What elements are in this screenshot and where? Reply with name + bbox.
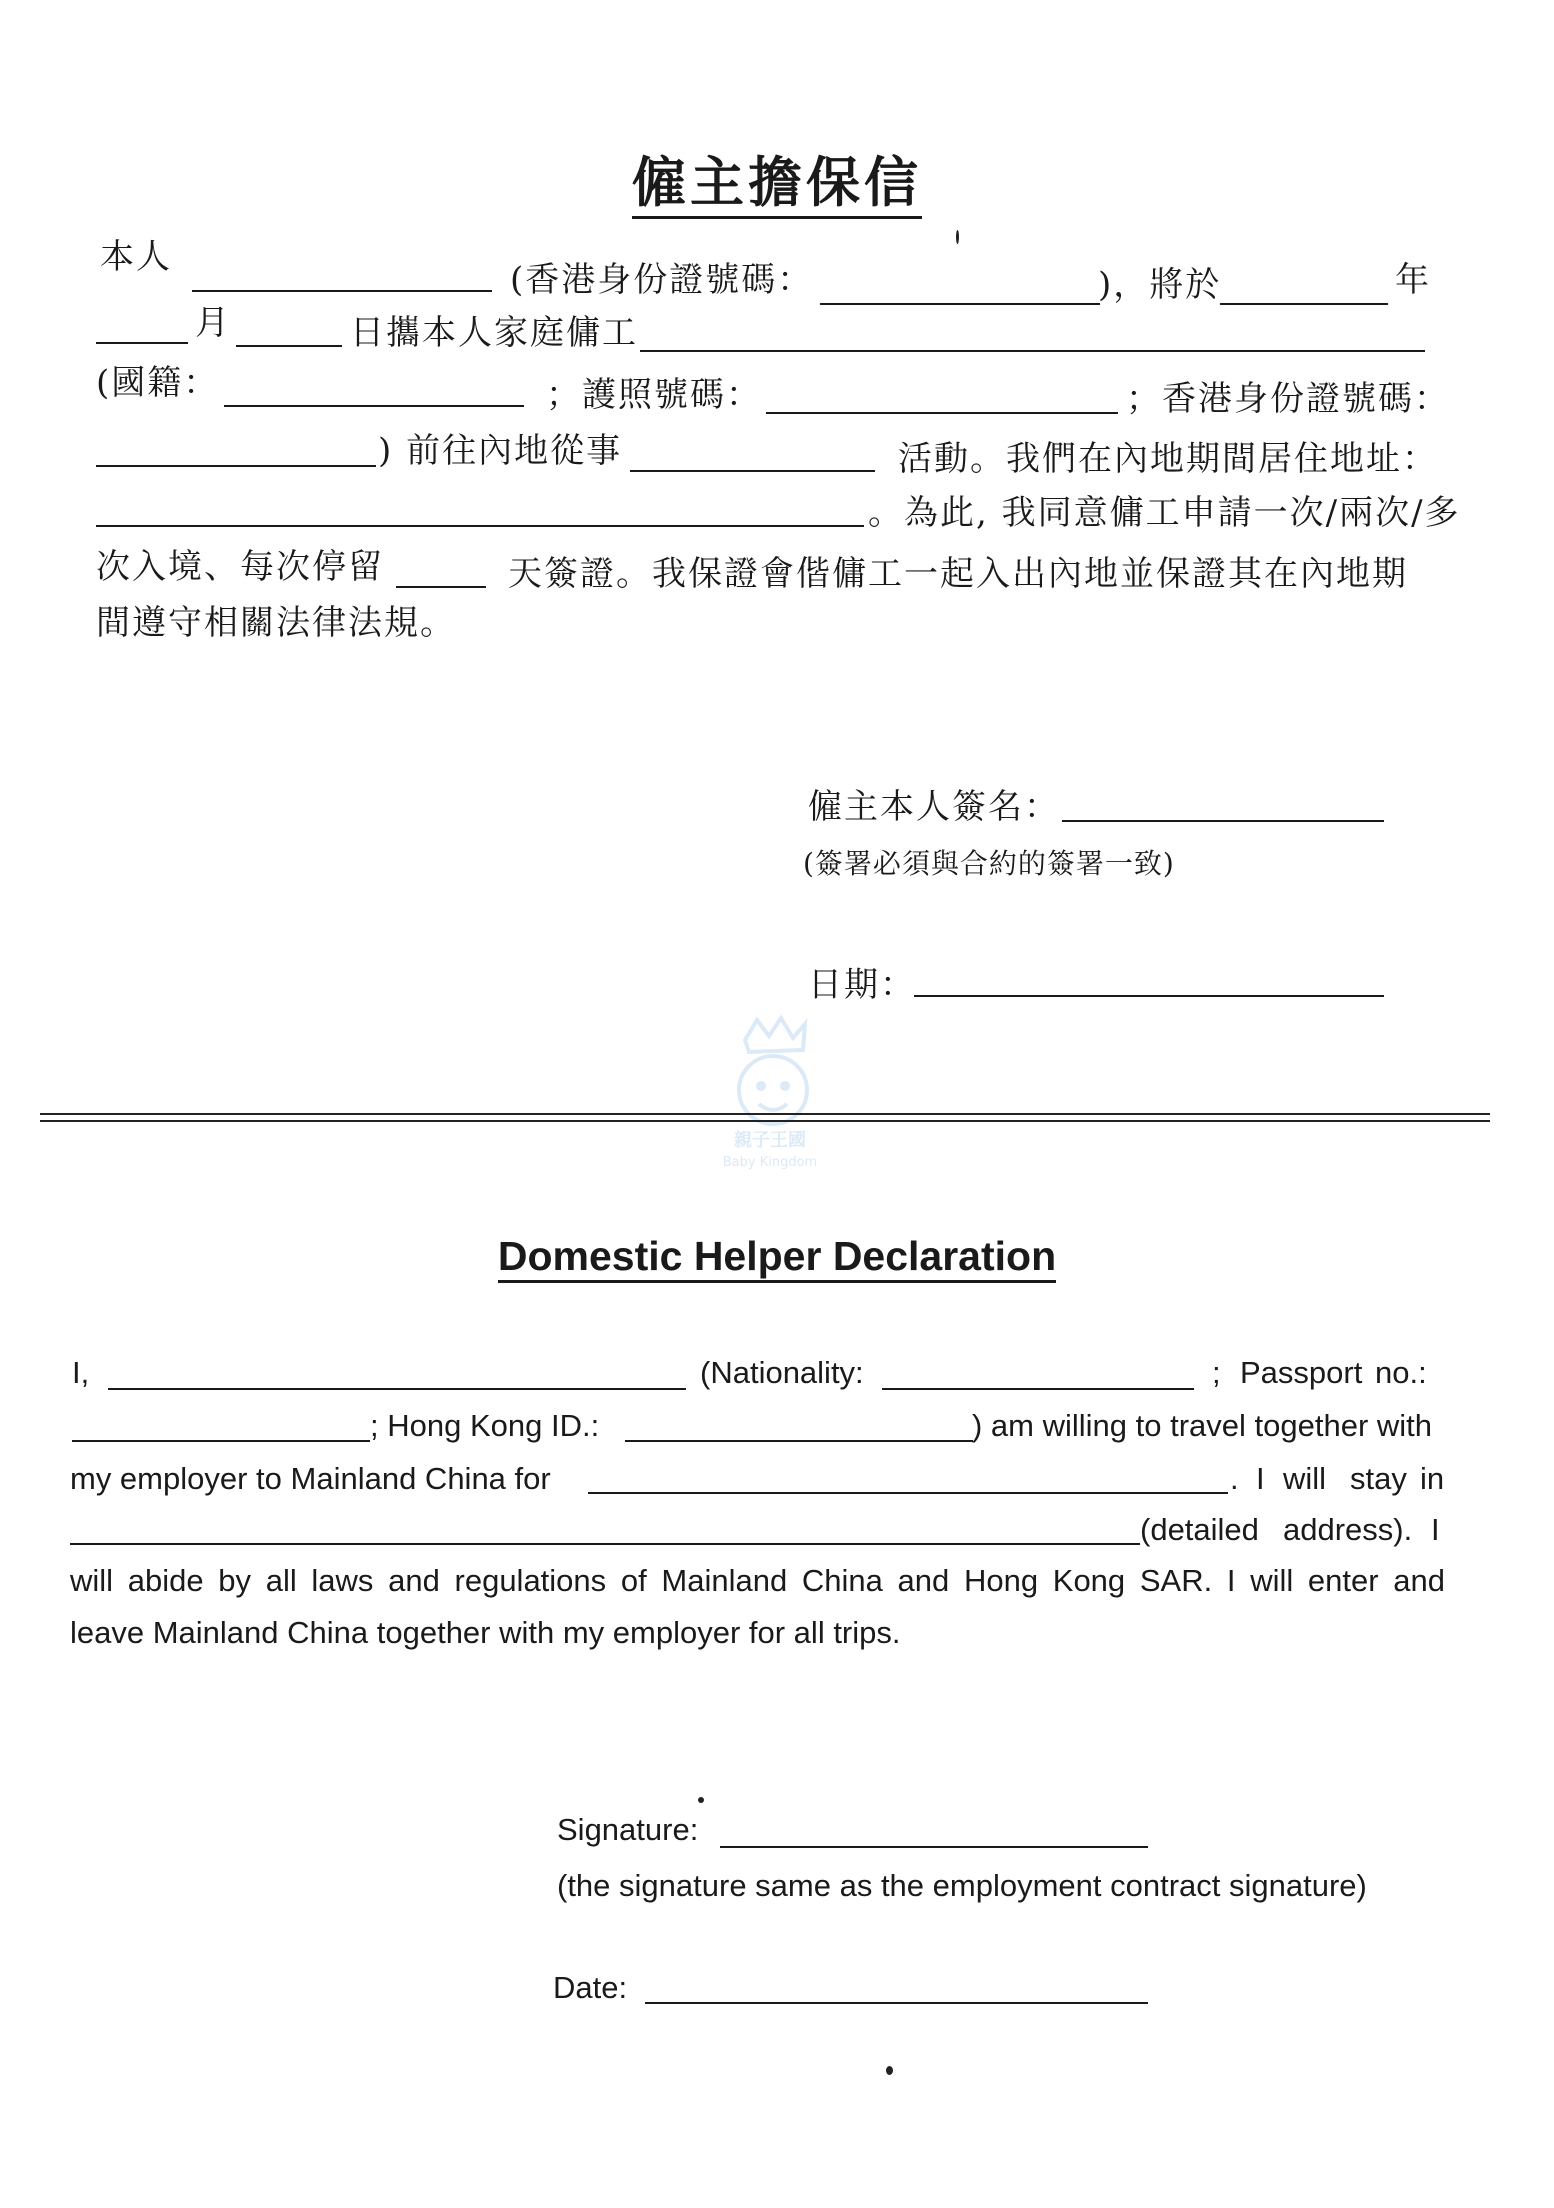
en-line1-passport: Passport bbox=[1240, 1355, 1363, 1390]
cn-line7-comply: 間遵守相關法律法規。 bbox=[96, 603, 456, 643]
cn-line6-guarantee: 天簽證。我保證會偕傭工一起入出內地並保證其在內地期 bbox=[508, 554, 1408, 594]
cn-line6-entries: 次入境、每次停留 bbox=[96, 547, 384, 587]
mainland-address-blank[interactable] bbox=[96, 525, 864, 527]
cn-line3-hkid: ；香港身份證號碼： bbox=[1126, 379, 1450, 419]
en-line5-abide: will abide by all laws and regulations of Mainland China and Hong Kong SAR. I will enter and bbox=[70, 1563, 1445, 1598]
watermark-text-en: Baby Kingdom bbox=[722, 1155, 818, 1170]
en-line1-semicolon: ; bbox=[1212, 1355, 1221, 1390]
en-line2-hkid: ; Hong Kong ID.: bbox=[370, 1408, 600, 1443]
employer-date-label: 日期： bbox=[808, 965, 916, 1005]
en-line3-stay: stay bbox=[1350, 1461, 1407, 1496]
cn-line3-nationality: (國籍： bbox=[96, 363, 220, 403]
day-blank[interactable] bbox=[236, 345, 342, 347]
en-line3-will: will bbox=[1283, 1461, 1327, 1496]
cn-line2-month: 月 bbox=[195, 303, 231, 343]
stay-days-blank[interactable] bbox=[396, 586, 486, 588]
employer-date-blank[interactable] bbox=[914, 995, 1384, 997]
helper-date-label: Date: bbox=[553, 1970, 628, 2005]
baby-kingdom-watermark-icon bbox=[705, 1010, 835, 1180]
employer-signature-note: (簽署必須與合約的簽署一致) bbox=[803, 847, 1175, 880]
helper-nationality-en-blank[interactable] bbox=[882, 1388, 1194, 1390]
scan-speck bbox=[698, 1797, 704, 1803]
helper-date-blank[interactable] bbox=[645, 2002, 1148, 2004]
en-line3-in: in bbox=[1420, 1461, 1445, 1496]
cn-line4-go-mainland: ) 前往內地從事 bbox=[378, 431, 623, 471]
helper-name-blank[interactable] bbox=[640, 350, 1425, 352]
cn-line4-activity: 活動。我們在內地期間居住地址： bbox=[898, 439, 1438, 479]
section-divider-top bbox=[40, 1113, 1490, 1115]
cn-line1-will: )，將於 bbox=[1098, 265, 1222, 305]
helper-signature-label: Signature: bbox=[557, 1812, 699, 1847]
purpose-en-blank[interactable] bbox=[588, 1492, 1228, 1494]
employer-hkid-blank[interactable] bbox=[820, 303, 1100, 305]
year-blank[interactable] bbox=[1220, 303, 1388, 305]
en-line1-nationality: (Nationality: bbox=[700, 1355, 864, 1390]
helper-hkid-en-blank[interactable] bbox=[625, 1440, 973, 1442]
en-line3-i: I bbox=[1256, 1461, 1265, 1496]
activity-blank[interactable] bbox=[630, 470, 875, 472]
helper-hkid-blank[interactable] bbox=[96, 465, 376, 467]
cn-line1-hkid-label: (香港身份證號碼： bbox=[510, 260, 814, 300]
en-line4-address: address). bbox=[1283, 1512, 1413, 1547]
cn-line3-passport: ；護照號碼： bbox=[546, 375, 762, 415]
en-line3-period: . bbox=[1230, 1461, 1239, 1496]
helper-signature-blank[interactable] bbox=[720, 1846, 1148, 1848]
helper-declaration-title: Domestic Helper Declaration bbox=[0, 1233, 1554, 1280]
cn-line1-year: 年 bbox=[1395, 260, 1431, 300]
watermark-text-cn: 親子王國 bbox=[734, 1130, 806, 1151]
employer-letter-title: 僱主擔保信 bbox=[0, 140, 1554, 217]
month-blank[interactable] bbox=[96, 342, 188, 344]
en-line2-willing: ) am willing to travel together with bbox=[972, 1408, 1433, 1443]
en-line3-employer: my employer to Mainland China for bbox=[70, 1461, 551, 1496]
en-line4-i: I bbox=[1431, 1512, 1440, 1547]
employer-signature-blank[interactable] bbox=[1062, 820, 1384, 822]
section-divider-bottom bbox=[40, 1120, 1490, 1122]
en-line1-no: no.: bbox=[1375, 1355, 1427, 1390]
cn-line1-self: 本人 bbox=[100, 237, 172, 277]
en-line1-i: I, bbox=[72, 1355, 90, 1390]
cn-line2-with-helper: 日攜本人家庭傭工 bbox=[350, 313, 638, 353]
helper-name-en-blank[interactable] bbox=[108, 1388, 686, 1390]
helper-passport-blank[interactable] bbox=[766, 412, 1118, 414]
helper-passport-en-blank[interactable] bbox=[72, 1440, 370, 1442]
employer-signature-label: 僱主本人簽名： bbox=[808, 787, 1060, 827]
helper-nationality-blank[interactable] bbox=[224, 405, 524, 407]
helper-signature-note: (the signature same as the employment contract signature) bbox=[557, 1868, 1367, 1903]
scan-speck bbox=[956, 230, 959, 244]
scan-speck bbox=[886, 2066, 893, 2075]
employer-name-blank[interactable] bbox=[192, 290, 492, 292]
en-line6-leave: leave Mainland China together with my employer for all trips. bbox=[70, 1615, 901, 1650]
address-en-blank[interactable] bbox=[70, 1543, 1140, 1545]
cn-line5-apply: 。為此, 我同意傭工申請一次/兩次/多 bbox=[868, 493, 1461, 533]
en-line4-detailed: (detailed bbox=[1140, 1512, 1259, 1547]
